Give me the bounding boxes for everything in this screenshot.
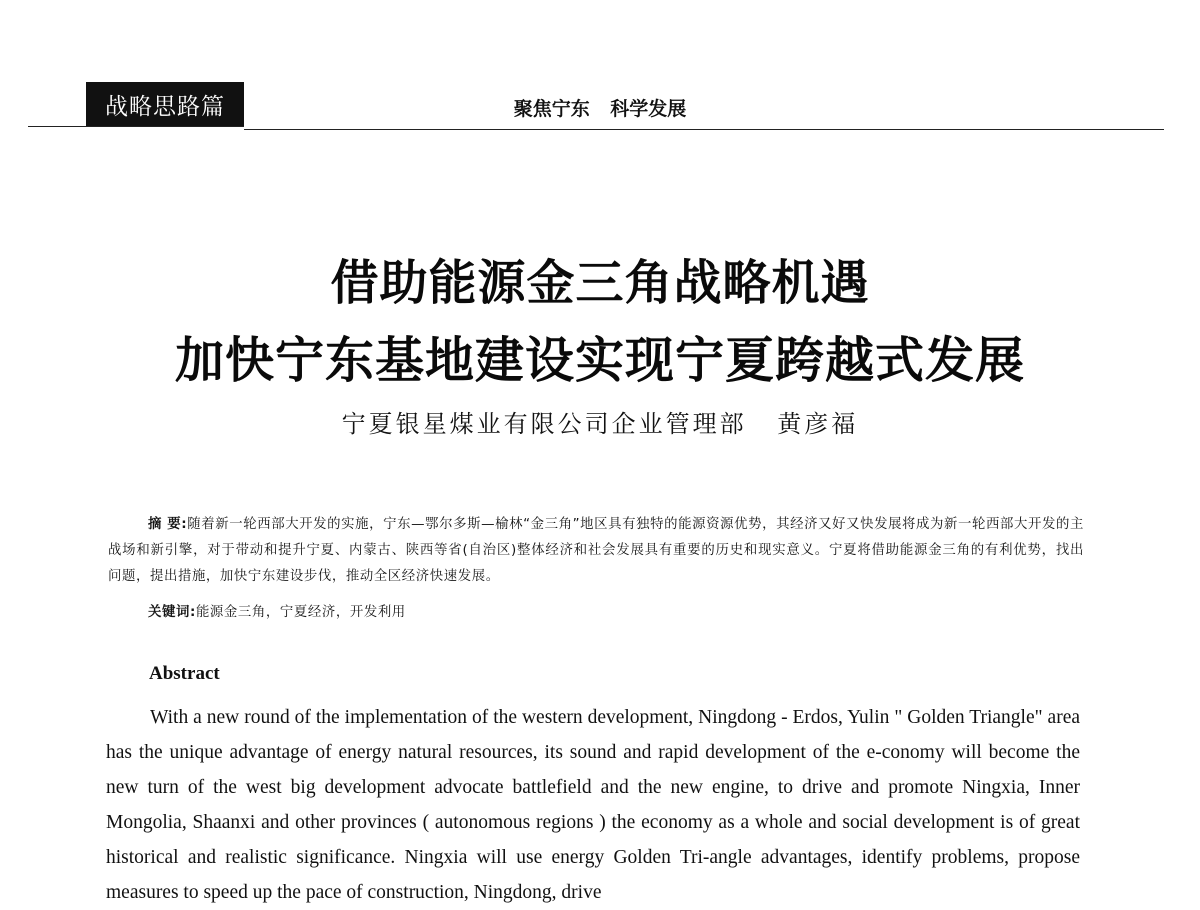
header-rule-left <box>28 126 244 127</box>
article-title-line-2: 加快宁东基地建设实现宁夏跨越式发展 <box>174 331 1025 389</box>
article-title-line-1: 借助能源金三角战略机遇 <box>330 255 870 311</box>
chinese-keywords <box>148 600 1084 626</box>
keywords-text: 能源金三角，宁夏经济，开发利用 <box>195 605 406 620</box>
column-title: 聚焦宁东 科学发展 <box>513 98 687 120</box>
author-byline: 宁夏银星煤业有限公司企业管理部 黄彦福 <box>341 410 859 438</box>
header-rule-right <box>244 129 1164 130</box>
english-abstract-heading: Abstract <box>149 663 220 684</box>
english-abstract <box>106 700 1080 910</box>
english-abstract-text: With a new round of the implementation of the western development, Ningdong - Erdos, Yulin " Golden Triangle" area has the unique advantage of energy natural resources, its sound and rapid development of the e-conomy will become the new turn of the west big development advocate battlefield and the new engine, to drive and promote Ningxia, Inner Mongolia, Shaanxi and other provinces ( autonomous regions ) the economy as a whole and social development is of great historical and realistic significance. Ningxia will use energy Golden Tri-angle advantages, identify problems, propose measures to speed up the pace of construction, Ningdong, drive <box>106 707 1080 903</box>
chinese-abstract <box>108 512 1084 590</box>
chinese-abstract-text: 随着新一轮西部大开发的实施，宁东—鄂尔多斯—榆林“金三角”地区具有独特的能源资源优势，其经济又好又快发展将成为新一轮西部大开发的主战场和新引擎，对于带动和提升宁夏、内蒙古、陕西等省(自治区)整体经济和社会发展具有重要的历史和现实意义。宁夏将借助能源金三角的有利优势，找出问题，提出措施，加快宁东建设步伐，推动全区经济快速发展。 <box>108 517 1084 584</box>
chinese-abstract-label: 摘 要: <box>148 517 188 532</box>
keywords-label: 关键词: <box>148 605 196 620</box>
section-tag: 战略思路篇 <box>86 82 244 126</box>
